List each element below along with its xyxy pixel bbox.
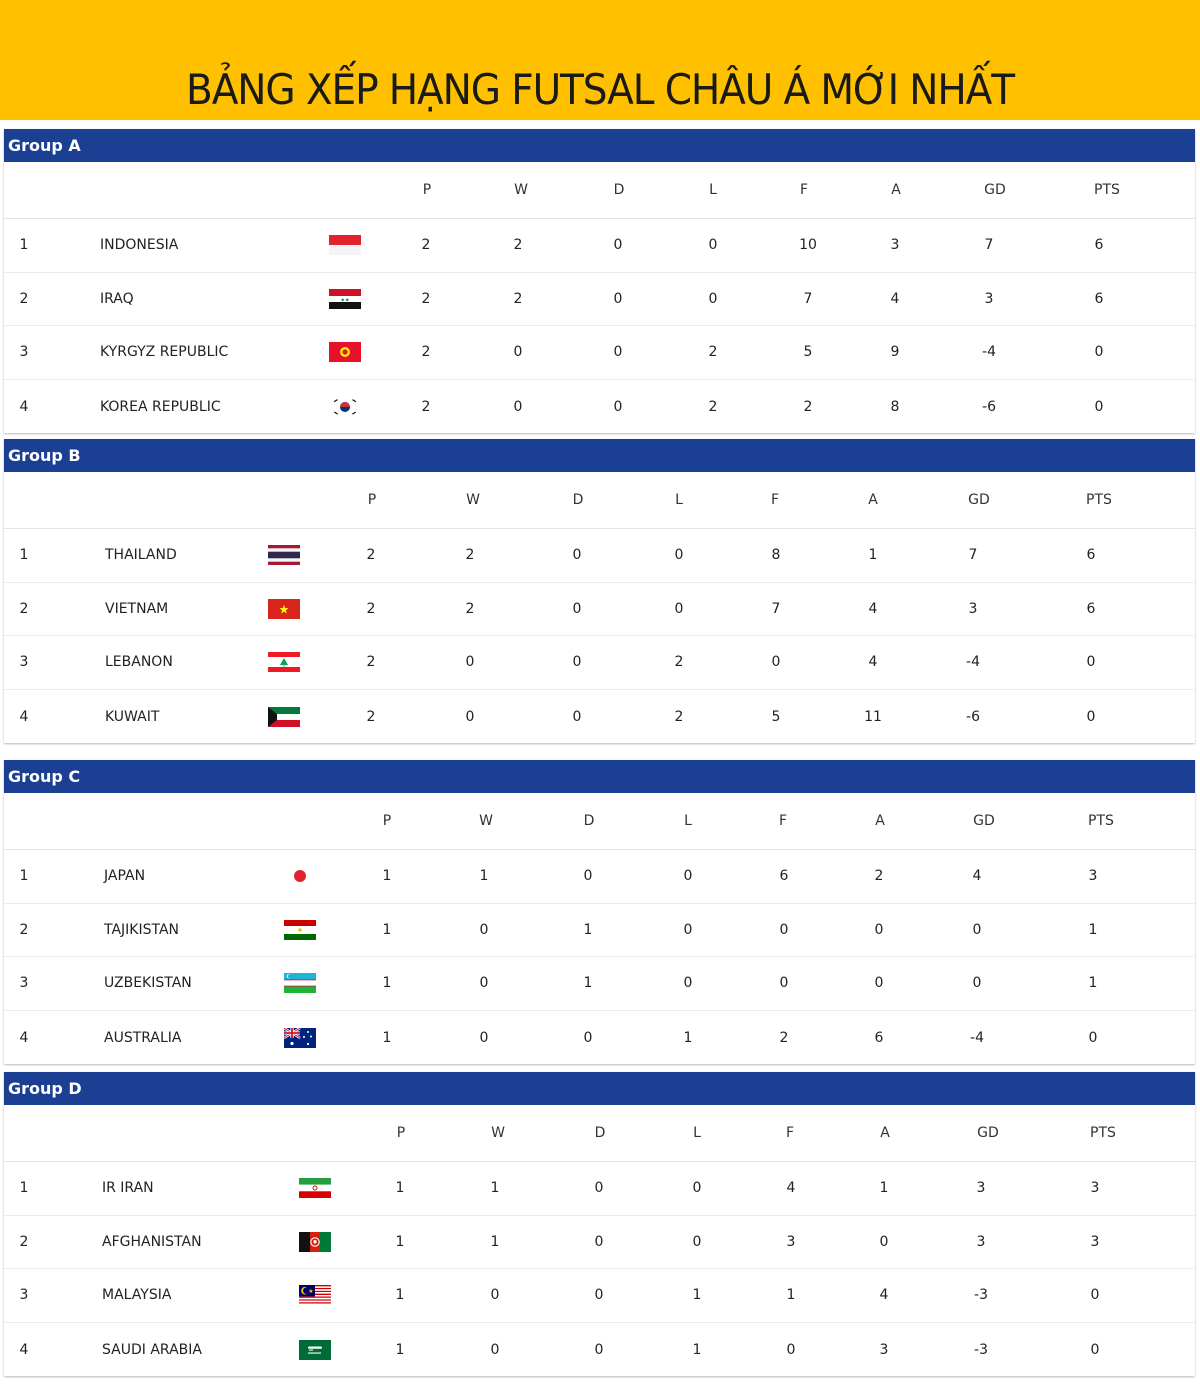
stat-gd: 0 (972, 921, 982, 938)
stat-f: 0 (771, 654, 781, 671)
south-korea-flag (329, 397, 361, 417)
stat-d: 0 (583, 1029, 593, 1046)
stat-d: 0 (594, 1233, 604, 1250)
stat-pts: 0 (1094, 344, 1104, 361)
table-row (4, 850, 1195, 904)
stat-d: 0 (572, 600, 582, 617)
stat-d: 0 (613, 237, 623, 254)
stat-gd: 3 (984, 290, 994, 307)
group-table-a (4, 129, 1195, 433)
stat-gd: -4 (970, 1029, 984, 1046)
stat-gd: -6 (966, 708, 980, 725)
stat-d: 0 (572, 708, 582, 725)
table-row (4, 1162, 1195, 1216)
team-name: IR IRAN (102, 1180, 154, 1197)
column-header-l: L (675, 492, 683, 508)
column-header-f: F (778, 813, 788, 829)
column-header-l: L (709, 182, 717, 198)
column-header-p: P (367, 492, 377, 508)
afghanistan-flag (299, 1232, 331, 1252)
column-header-d: D (613, 182, 625, 198)
stat-f: 2 (779, 1029, 789, 1046)
stat-l: 2 (674, 708, 684, 725)
stat-l: 0 (683, 868, 693, 885)
column-header-p: P (382, 813, 392, 829)
table-row (4, 1269, 1195, 1323)
team-name: AFGHANISTAN (102, 1233, 202, 1250)
stat-f: 5 (771, 708, 781, 725)
group-header: Group C (4, 760, 1195, 793)
indonesia-flag (329, 235, 361, 255)
stat-pts: 6 (1094, 290, 1104, 307)
team-name: THAILAND (105, 547, 177, 564)
stat-w: 0 (490, 1287, 500, 1304)
group-header: Group D (4, 1072, 1195, 1105)
page-title: BẢNG XẾP HẠNG FUTSAL CHÂU Á MỚI NHẤT (186, 65, 1014, 114)
stat-gd: -3 (974, 1287, 988, 1304)
stat-l: 0 (708, 237, 718, 254)
stat-f: 3 (786, 1233, 796, 1250)
stat-f: 6 (779, 868, 789, 885)
column-header-row (4, 472, 1195, 529)
stat-w: 0 (479, 1029, 489, 1046)
table-row (4, 904, 1195, 958)
stat-p: 1 (395, 1233, 405, 1250)
team-name: IRAQ (100, 290, 134, 307)
iraq-flag (329, 289, 361, 309)
stat-w: 1 (490, 1233, 500, 1250)
stat-d: 1 (583, 975, 593, 992)
stat-d: 0 (594, 1341, 604, 1358)
stat-w: 0 (490, 1341, 500, 1358)
stat-f: 7 (771, 600, 781, 617)
stat-p: 2 (366, 708, 376, 725)
stat-a: 0 (879, 1233, 889, 1250)
column-header-w: W (491, 1125, 505, 1141)
kuwait-flag (268, 707, 300, 727)
stat-l: 0 (692, 1233, 702, 1250)
stat-l: 2 (674, 654, 684, 671)
stat-pts: 6 (1086, 547, 1096, 564)
stat-f: 7 (803, 290, 813, 307)
stat-gd: 3 (976, 1233, 986, 1250)
team-name: LEBANON (105, 654, 173, 671)
team-name: UZBEKISTAN (104, 975, 192, 992)
column-header-w: W (479, 813, 493, 829)
stat-l: 0 (674, 600, 684, 617)
stat-a: 0 (874, 975, 884, 992)
stat-w: 0 (513, 398, 523, 415)
stat-d: 0 (583, 868, 593, 885)
stat-pts: 0 (1094, 398, 1104, 415)
stat-w: 0 (479, 975, 489, 992)
stat-p: 2 (421, 237, 431, 254)
team-rank: 2 (19, 600, 29, 617)
team-name: KUWAIT (105, 708, 160, 725)
column-header-row (4, 1105, 1195, 1162)
column-header-f: F (799, 182, 809, 198)
stat-d: 0 (572, 547, 582, 564)
team-name: AUSTRALIA (104, 1029, 182, 1046)
stat-l: 0 (683, 921, 693, 938)
team-rank: 4 (19, 1029, 29, 1046)
team-rank: 4 (19, 708, 29, 725)
stat-f: 0 (786, 1341, 796, 1358)
column-header-l: L (684, 813, 692, 829)
team-rank: 3 (19, 975, 29, 992)
table-row (4, 636, 1195, 690)
column-header-l: L (693, 1125, 701, 1141)
stat-l: 0 (683, 975, 693, 992)
stat-w: 2 (465, 600, 475, 617)
stat-pts: 0 (1088, 1029, 1098, 1046)
stat-l: 1 (683, 1029, 693, 1046)
stat-gd: 7 (984, 237, 994, 254)
team-name: KOREA REPUBLIC (100, 398, 221, 415)
stat-gd: -6 (982, 398, 996, 415)
stat-d: 0 (594, 1287, 604, 1304)
column-header-pts: PTS (1090, 1125, 1116, 1141)
stat-p: 1 (382, 868, 392, 885)
thailand-flag (268, 545, 300, 565)
stat-f: 0 (779, 921, 789, 938)
stat-w: 2 (513, 237, 523, 254)
stat-pts: 0 (1086, 708, 1096, 725)
stat-w: 0 (479, 921, 489, 938)
stat-a: 0 (874, 921, 884, 938)
stat-a: 11 (864, 708, 882, 725)
column-header-d: D (572, 492, 584, 508)
kyrgyzstan-flag (329, 342, 361, 362)
table-row (4, 326, 1195, 380)
stat-a: 3 (879, 1341, 889, 1358)
stat-pts: 1 (1088, 921, 1098, 938)
stat-p: 1 (395, 1180, 405, 1197)
stat-gd: -3 (974, 1341, 988, 1358)
team-name: VIETNAM (105, 600, 169, 617)
table-row (4, 1323, 1195, 1377)
svg-text:★: ★ (308, 1288, 314, 1296)
stat-p: 1 (382, 921, 392, 938)
stat-a: 4 (879, 1287, 889, 1304)
team-rank: 3 (19, 1287, 29, 1304)
stat-d: 0 (613, 290, 623, 307)
stat-d: 1 (583, 921, 593, 938)
column-header-d: D (594, 1125, 606, 1141)
team-rank: 1 (19, 547, 29, 564)
stat-l: 0 (708, 290, 718, 307)
stat-p: 1 (382, 975, 392, 992)
column-header-a: A (891, 182, 901, 198)
column-header-p: P (396, 1125, 406, 1141)
stat-f: 5 (803, 344, 813, 361)
column-header-row (4, 162, 1195, 219)
column-header-pts: PTS (1088, 813, 1114, 829)
stat-w: 0 (465, 708, 475, 725)
table-row (4, 273, 1195, 327)
column-header-gd: GD (968, 492, 990, 508)
stat-d: 0 (572, 654, 582, 671)
table-row (4, 583, 1195, 637)
column-header-p: P (422, 182, 432, 198)
team-rank: 2 (19, 290, 29, 307)
stat-p: 2 (366, 547, 376, 564)
stat-a: 2 (874, 868, 884, 885)
stat-f: 10 (799, 237, 817, 254)
column-header-w: W (466, 492, 480, 508)
stat-p: 1 (395, 1287, 405, 1304)
stat-pts: 3 (1090, 1180, 1100, 1197)
team-rank: 1 (19, 868, 29, 885)
stat-pts: 3 (1090, 1233, 1100, 1250)
team-rank: 4 (19, 1341, 29, 1358)
svg-text:★★: ★★ (340, 297, 350, 304)
stat-a: 4 (868, 654, 878, 671)
stat-l: 2 (708, 398, 718, 415)
team-rank: 3 (19, 654, 29, 671)
column-header-gd: GD (984, 182, 1006, 198)
column-header-d: D (583, 813, 595, 829)
stat-l: 0 (674, 547, 684, 564)
stat-p: 1 (382, 1029, 392, 1046)
stat-p: 2 (366, 600, 376, 617)
column-header-a: A (875, 813, 885, 829)
vietnam-flag (268, 599, 300, 619)
column-header-a: A (868, 492, 878, 508)
malaysia-flag (299, 1285, 331, 1305)
stat-w: 0 (465, 654, 475, 671)
team-rank: 4 (19, 398, 29, 415)
column-header-a: A (880, 1125, 890, 1141)
stat-pts: 1 (1088, 975, 1098, 992)
stat-l: 1 (692, 1287, 702, 1304)
stat-a: 6 (874, 1029, 884, 1046)
stat-gd: -4 (982, 344, 996, 361)
saudi-arabia-flag (299, 1340, 331, 1360)
table-row (4, 219, 1195, 273)
stat-f: 8 (771, 547, 781, 564)
column-header-pts: PTS (1086, 492, 1112, 508)
team-rank: 2 (19, 921, 29, 938)
table-row (4, 1216, 1195, 1270)
column-header-pts: PTS (1094, 182, 1120, 198)
stat-pts: 0 (1090, 1287, 1100, 1304)
stat-a: 4 (890, 290, 900, 307)
stat-p: 2 (421, 344, 431, 361)
column-header-f: F (770, 492, 780, 508)
stat-pts: 6 (1086, 600, 1096, 617)
stat-l: 0 (692, 1180, 702, 1197)
table-row (4, 957, 1195, 1011)
iran-flag (299, 1178, 331, 1198)
stat-l: 1 (692, 1341, 702, 1358)
stat-gd: 3 (968, 600, 978, 617)
table-row (4, 1011, 1195, 1065)
stat-w: 1 (490, 1180, 500, 1197)
team-rank: 1 (19, 237, 29, 254)
stat-f: 2 (803, 398, 813, 415)
table-row (4, 690, 1195, 744)
group-header: Group A (4, 129, 1195, 162)
team-rank: 1 (19, 1180, 29, 1197)
group-table-c (4, 760, 1195, 1064)
group-table-b (4, 439, 1195, 743)
stat-p: 2 (421, 398, 431, 415)
team-rank: 3 (19, 344, 29, 361)
stat-a: 4 (868, 600, 878, 617)
table-row (4, 380, 1195, 434)
stat-gd: 7 (968, 547, 978, 564)
team-name: KYRGYZ REPUBLIC (100, 344, 229, 361)
team-name: INDONESIA (100, 237, 179, 254)
uzbekistan-flag (284, 973, 316, 993)
team-rank: 2 (19, 1233, 29, 1250)
column-header-gd: GD (977, 1125, 999, 1141)
header-banner (0, 0, 1200, 120)
stat-w: 1 (479, 868, 489, 885)
australia-flag (284, 1028, 316, 1048)
stat-gd: 4 (972, 868, 982, 885)
group-table-d (4, 1072, 1195, 1376)
stat-p: 1 (395, 1341, 405, 1358)
stat-f: 0 (779, 975, 789, 992)
stat-w: 0 (513, 344, 523, 361)
stat-pts: 0 (1086, 654, 1096, 671)
japan-flag (284, 866, 316, 886)
stat-a: 3 (890, 237, 900, 254)
stat-gd: -4 (966, 654, 980, 671)
stat-f: 1 (786, 1287, 796, 1304)
stat-a: 1 (868, 547, 878, 564)
team-name: SAUDI ARABIA (102, 1341, 202, 1358)
team-name: TAJIKISTAN (104, 921, 180, 938)
stat-pts: 6 (1094, 237, 1104, 254)
stat-gd: 0 (972, 975, 982, 992)
lebanon-flag (268, 652, 300, 672)
team-name: MALAYSIA (102, 1287, 172, 1304)
stat-d: 0 (594, 1180, 604, 1197)
table-row (4, 529, 1195, 583)
stat-l: 2 (708, 344, 718, 361)
column-header-f: F (785, 1125, 795, 1141)
stat-f: 4 (786, 1180, 796, 1197)
stat-a: 8 (890, 398, 900, 415)
stat-a: 1 (879, 1180, 889, 1197)
group-header: Group B (4, 439, 1195, 472)
stat-d: 0 (613, 344, 623, 361)
stat-w: 2 (465, 547, 475, 564)
column-header-gd: GD (973, 813, 995, 829)
column-header-row (4, 793, 1195, 850)
stat-a: 9 (890, 344, 900, 361)
stat-d: 0 (613, 398, 623, 415)
stat-gd: 3 (976, 1180, 986, 1197)
stat-pts: 3 (1088, 868, 1098, 885)
team-name: JAPAN (104, 868, 146, 885)
column-header-w: W (514, 182, 528, 198)
tajikistan-flag (284, 920, 316, 940)
stat-pts: 0 (1090, 1341, 1100, 1358)
stat-p: 2 (421, 290, 431, 307)
stat-w: 2 (513, 290, 523, 307)
svg-text:★: ★ (278, 602, 290, 617)
stat-p: 2 (366, 654, 376, 671)
